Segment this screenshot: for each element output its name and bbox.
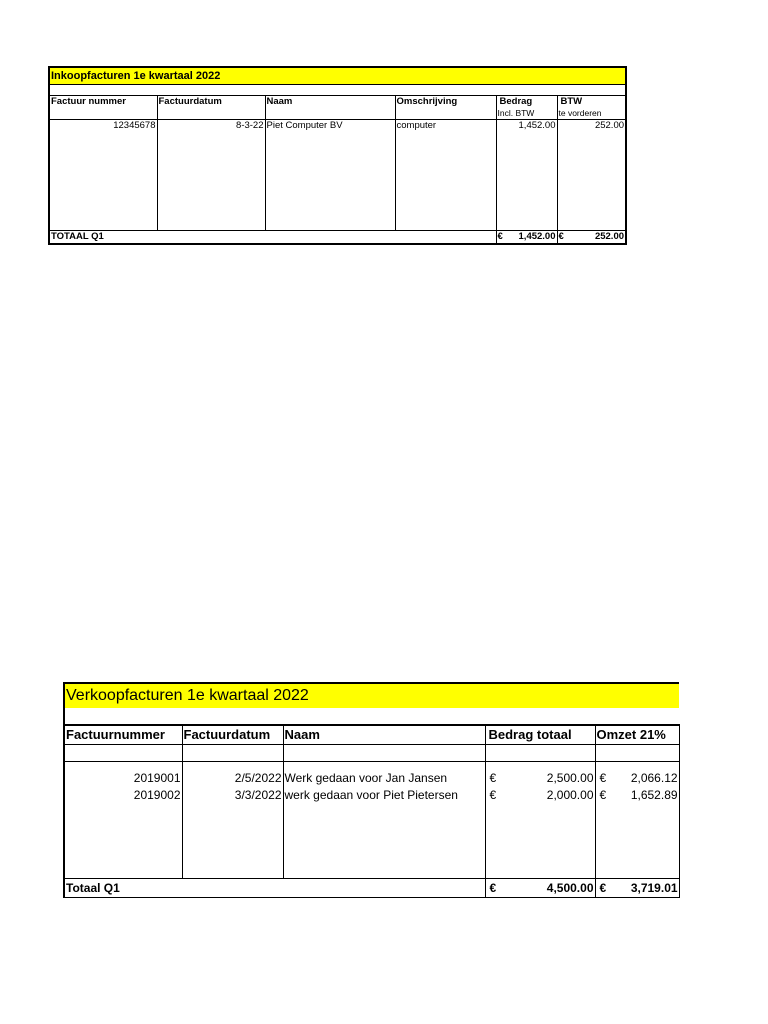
purchase-header-name: Naam: [265, 96, 395, 109]
sales-header-number: Factuurnummer: [64, 725, 182, 745]
purchase-row-number: 12345678: [49, 120, 157, 231]
purchase-row-description: computer: [395, 120, 496, 231]
table-row: [64, 770, 679, 787]
sales-spacer: [64, 708, 679, 725]
purchase-header-vat: BTW: [557, 96, 626, 109]
purchase-row-date: 8-3-22: [157, 120, 265, 231]
sales-row-amount: 2,000.00: [546, 788, 594, 802]
sales-row-amount: 2,500.00: [546, 771, 594, 785]
purchase-total-amount: 1,452.00: [518, 231, 556, 242]
sales-row-date: 3/3/2022: [182, 787, 283, 804]
sales-total-amount: 4,500.00: [546, 881, 594, 895]
currency-symbol: €: [489, 881, 497, 895]
sales-header-name: Naam: [283, 725, 485, 745]
purchase-invoices-table: [48, 66, 627, 245]
purchase-header-amount-sub: Incl. BTW: [496, 108, 557, 120]
purchase-spacer: [49, 85, 626, 96]
purchase-header-number: Factuur nummer: [49, 96, 157, 109]
purchase-total-row: [49, 231, 626, 245]
sales-row-date: 2/5/2022: [182, 770, 283, 787]
sales-total-amount-cell: [485, 879, 595, 898]
currency-symbol: €: [599, 788, 607, 802]
purchase-header-amount: Bedrag: [496, 96, 557, 109]
sales-row-amount-cell: [485, 787, 595, 804]
sales-header-revenue: Omzet 21%: [595, 725, 679, 745]
sales-row-number: 2019001: [64, 770, 182, 787]
sales-row-revenue-cell: [595, 770, 679, 787]
currency-symbol: €: [599, 881, 607, 895]
purchase-total-vat: 252.00: [594, 231, 625, 242]
table-row: [49, 120, 626, 231]
sales-row-revenue: 2,066.12: [630, 771, 678, 785]
purchase-header-vat-sub: te vorderen: [557, 108, 626, 120]
purchase-row-vat: 252.00: [557, 120, 626, 231]
currency-symbol: €: [497, 231, 503, 242]
sales-invoices-table: [63, 682, 680, 898]
sales-total-label: Totaal Q1: [64, 879, 485, 898]
sales-row-revenue-cell: [595, 787, 679, 804]
sales-row-amount-cell: [485, 770, 595, 787]
sales-row-name: werk gedaan voor Piet Pietersen: [283, 787, 485, 804]
currency-symbol: €: [599, 771, 607, 785]
purchase-total-label: TOTAAL Q1: [49, 231, 496, 245]
sales-row-name: Werk gedaan voor Jan Jansen: [283, 770, 485, 787]
sales-header-amount: Bedrag totaal: [485, 725, 595, 745]
sales-total-revenue-cell: [595, 879, 679, 898]
sales-title: Verkoopfacturen 1e kwartaal 2022: [64, 683, 679, 708]
currency-symbol: €: [489, 771, 497, 785]
sales-total-revenue: 3,719.01: [630, 881, 678, 895]
sales-row-number: 2019002: [64, 787, 182, 804]
purchase-title: Inkoopfacturen 1e kwartaal 2022: [49, 67, 626, 85]
purchase-header-description: Omschrijving: [395, 96, 496, 109]
currency-symbol: €: [489, 788, 497, 802]
currency-symbol: €: [558, 231, 564, 242]
purchase-row-name: Piet Computer BV: [265, 120, 395, 231]
purchase-total-amount-cell: [496, 231, 557, 245]
table-row: [64, 787, 679, 804]
sales-total-row: [64, 879, 679, 898]
purchase-row-amount: 1,452.00: [496, 120, 557, 231]
sales-row-revenue: 1,652.89: [630, 788, 678, 802]
purchase-total-vat-cell: [557, 231, 626, 245]
purchase-header-date: Factuurdatum: [157, 96, 265, 109]
sales-header-date: Factuurdatum: [182, 725, 283, 745]
